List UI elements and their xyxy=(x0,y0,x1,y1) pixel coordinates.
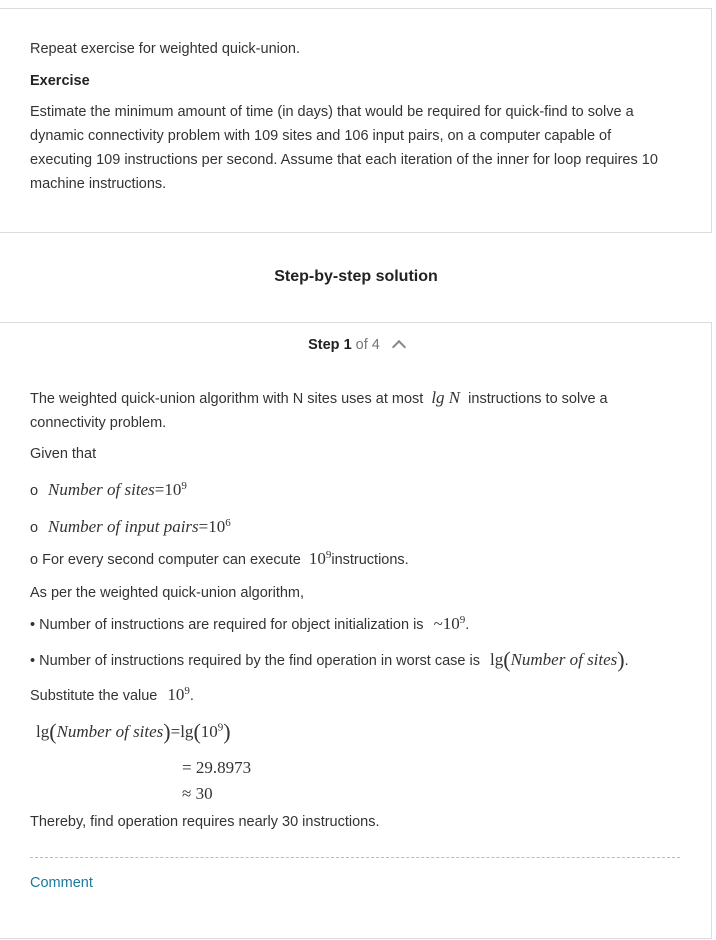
divider xyxy=(30,857,680,858)
exercise-text: Estimate the minimum amount of time (in days) that would be required for quick-find to solve a dynamic connectivity problem with 109 sites and 106 input pairs, on a computer capable of executing 109 instructions per second. Assume that each iteration of the inner for loop requires 10 machine instructions. xyxy=(30,104,658,192)
question-intro: Repeat exercise for weighted quick-union. xyxy=(30,41,301,57)
conclusion-text: Thereby, find operation requires nearly 30 instructions. xyxy=(30,814,380,830)
comment-link[interactable]: Comment xyxy=(30,875,93,891)
step-label: Step xyxy=(308,337,340,353)
substitute-text: Substitute the value $10^9$. xyxy=(30,685,194,704)
equation-line-3: ≈ 30 xyxy=(182,784,213,803)
step-header[interactable] xyxy=(0,337,712,353)
find-bullet: • Number of instructions required by the find operation in worst case is lg(Number of sites). xyxy=(30,647,629,672)
step-of-total: of 4 xyxy=(355,337,380,353)
given-pairs: o Number of input $pairs=10^6$ xyxy=(30,515,676,540)
equation-line-1: lg(Number of $sites)=\lg(10^9)$ xyxy=(36,719,231,744)
chevron-up-icon[interactable] xyxy=(392,340,406,354)
bullet-icon: • xyxy=(30,653,36,669)
equation-line-2: = 29.8973 xyxy=(182,758,252,777)
circle-bullet-icon: o xyxy=(30,483,39,499)
given-text: Given that xyxy=(30,446,97,462)
exercise-heading: Exercise xyxy=(30,73,90,89)
step-intro: The weighted quick-union algorithm with N sites uses at most lg N instructions to solve a connectivity problem. xyxy=(30,388,608,431)
given-speed: o For every second computer can execute $10^9instructions$. xyxy=(30,549,409,568)
bullet-icon: • xyxy=(30,617,36,633)
solution-heading: Step-by-step solution xyxy=(274,268,438,285)
as-per-text: As per the weighted quick-union algorithm, xyxy=(30,585,305,601)
given-sites: o Number of $sites=10^9$ xyxy=(30,478,676,503)
circle-bullet-icon: o xyxy=(30,520,39,536)
lg-n-math: lg N xyxy=(431,388,461,407)
step-number: 1 xyxy=(343,337,352,353)
init-bullet: • Number of instructions are required for object initialization is $\sim 10^9$. xyxy=(30,614,470,633)
